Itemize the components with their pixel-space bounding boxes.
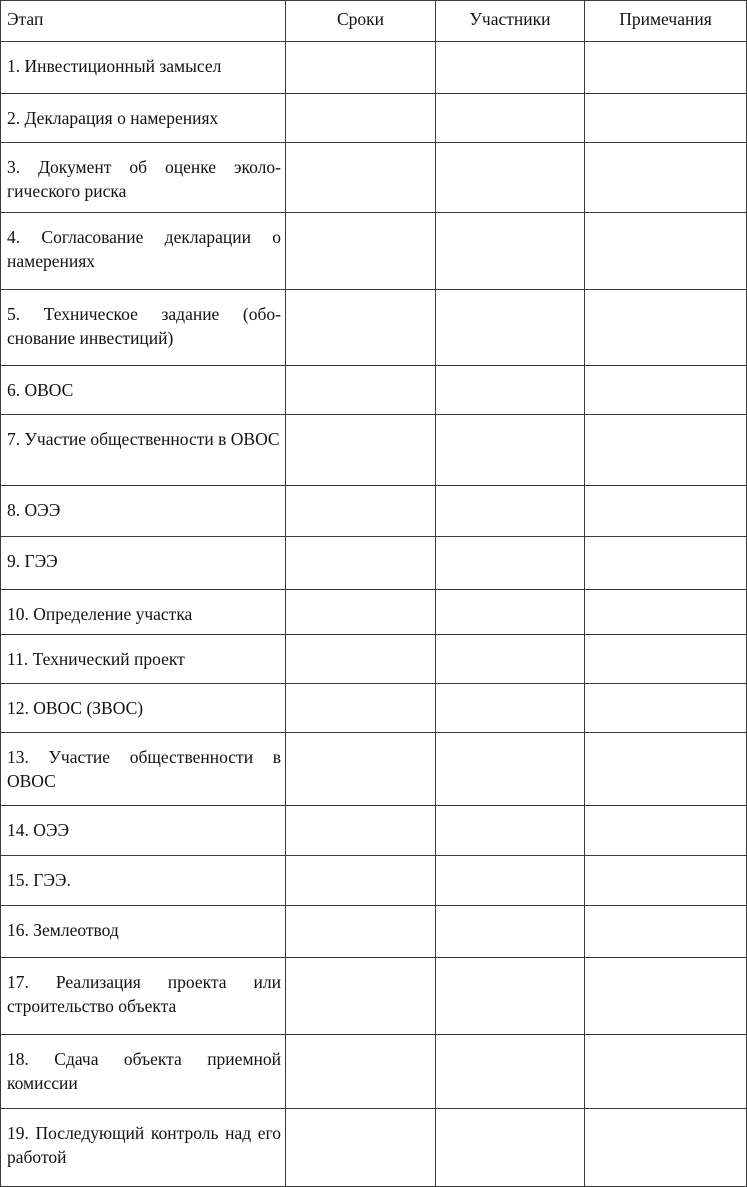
table-row <box>1 684 747 733</box>
header-notes: Примечания <box>585 1 747 42</box>
participants-cell[interactable] <box>436 906 585 958</box>
stage-cell: 17. Реализация проекта или строительство объекта <box>1 958 286 1035</box>
table-row <box>1 94 747 143</box>
participants-cell[interactable] <box>436 1109 585 1187</box>
participants-cell[interactable] <box>436 42 585 94</box>
notes-cell[interactable] <box>585 143 747 213</box>
stage-cell: 1. Инвестиционный замысел <box>1 42 286 94</box>
table-row <box>1 958 747 1035</box>
stage-cell: 3. Документ об оценке эколо-гического риска <box>1 143 286 213</box>
notes-cell[interactable] <box>585 806 747 856</box>
participants-cell[interactable] <box>436 856 585 906</box>
header-deadlines: Сроки <box>286 1 436 42</box>
header-row <box>1 1 747 42</box>
deadlines-cell[interactable] <box>286 143 436 213</box>
table-row <box>1 213 747 290</box>
stage-cell: 18. Сдача объекта приемной комиссии <box>1 1035 286 1109</box>
participants-cell[interactable] <box>436 143 585 213</box>
table-row <box>1 143 747 213</box>
stage-cell: 2. Декларация о намерениях <box>1 94 286 143</box>
notes-cell[interactable] <box>585 590 747 635</box>
deadlines-cell[interactable] <box>286 856 436 906</box>
notes-cell[interactable] <box>585 1109 747 1187</box>
deadlines-cell[interactable] <box>286 537 436 590</box>
table-row <box>1 537 747 590</box>
deadlines-cell[interactable] <box>286 42 436 94</box>
participants-cell[interactable] <box>436 1035 585 1109</box>
header-participants: Участники <box>436 1 585 42</box>
participants-cell[interactable] <box>436 213 585 290</box>
stage-cell: 9. ГЭЭ <box>1 537 286 590</box>
stage-cell: 6. ОВОС <box>1 366 286 415</box>
stage-cell: 11. Технический проект <box>1 635 286 684</box>
table-row <box>1 733 747 806</box>
participants-cell[interactable] <box>436 958 585 1035</box>
deadlines-cell[interactable] <box>286 906 436 958</box>
notes-cell[interactable] <box>585 486 747 537</box>
stage-cell: 13. Участие общественности в ОВОС <box>1 733 286 806</box>
notes-cell[interactable] <box>585 213 747 290</box>
participants-cell[interactable] <box>436 684 585 733</box>
notes-cell[interactable] <box>585 635 747 684</box>
stage-cell: 14. ОЭЭ <box>1 806 286 856</box>
table-row <box>1 590 747 635</box>
stage-cell: 19. Последующий контроль над его работой <box>1 1109 286 1187</box>
deadlines-cell[interactable] <box>286 1035 436 1109</box>
notes-cell[interactable] <box>585 537 747 590</box>
notes-cell[interactable] <box>585 94 747 143</box>
notes-cell[interactable] <box>585 42 747 94</box>
notes-cell[interactable] <box>585 906 747 958</box>
deadlines-cell[interactable] <box>286 213 436 290</box>
notes-cell[interactable] <box>585 1035 747 1109</box>
header-stage: Этап <box>1 1 286 42</box>
stage-cell: 15. ГЭЭ. <box>1 856 286 906</box>
stage-cell: 4. Согласование декларации о намерениях <box>1 213 286 290</box>
deadlines-cell[interactable] <box>286 486 436 537</box>
participants-cell[interactable] <box>436 290 585 366</box>
table-row <box>1 42 747 94</box>
notes-cell[interactable] <box>585 856 747 906</box>
deadlines-cell[interactable] <box>286 590 436 635</box>
stage-cell: 10. Определение участка <box>1 590 286 635</box>
deadlines-cell[interactable] <box>286 733 436 806</box>
deadlines-cell[interactable] <box>286 290 436 366</box>
participants-cell[interactable] <box>436 806 585 856</box>
notes-cell[interactable] <box>585 366 747 415</box>
table-row <box>1 415 747 486</box>
participants-cell[interactable] <box>436 733 585 806</box>
stage-cell: 12. ОВОС (ЗВОС) <box>1 684 286 733</box>
participants-cell[interactable] <box>436 366 585 415</box>
stage-cell: 5. Техническое задание (обо-снование инвестиций) <box>1 290 286 366</box>
notes-cell[interactable] <box>585 958 747 1035</box>
stage-cell: 16. Землеотвод <box>1 906 286 958</box>
table-row <box>1 856 747 906</box>
participants-cell[interactable] <box>436 486 585 537</box>
deadlines-cell[interactable] <box>286 366 436 415</box>
deadlines-cell[interactable] <box>286 958 436 1035</box>
stage-cell: 7. Участие общественности в ОВОС <box>1 415 286 486</box>
participants-cell[interactable] <box>436 635 585 684</box>
notes-cell[interactable] <box>585 733 747 806</box>
deadlines-cell[interactable] <box>286 806 436 856</box>
deadlines-cell[interactable] <box>286 684 436 733</box>
deadlines-cell[interactable] <box>286 1109 436 1187</box>
participants-cell[interactable] <box>436 94 585 143</box>
notes-cell[interactable] <box>585 684 747 733</box>
participants-cell[interactable] <box>436 537 585 590</box>
deadlines-cell[interactable] <box>286 635 436 684</box>
table-row <box>1 635 747 684</box>
table-row <box>1 1109 747 1187</box>
table-row <box>1 806 747 856</box>
participants-cell[interactable] <box>436 590 585 635</box>
deadlines-cell[interactable] <box>286 415 436 486</box>
table-row <box>1 486 747 537</box>
table-row <box>1 1035 747 1109</box>
table-row <box>1 366 747 415</box>
notes-cell[interactable] <box>585 290 747 366</box>
deadlines-cell[interactable] <box>286 94 436 143</box>
table-row <box>1 290 747 366</box>
stage-cell: 8. ОЭЭ <box>1 486 286 537</box>
participants-cell[interactable] <box>436 415 585 486</box>
notes-cell[interactable] <box>585 415 747 486</box>
table-row <box>1 906 747 958</box>
